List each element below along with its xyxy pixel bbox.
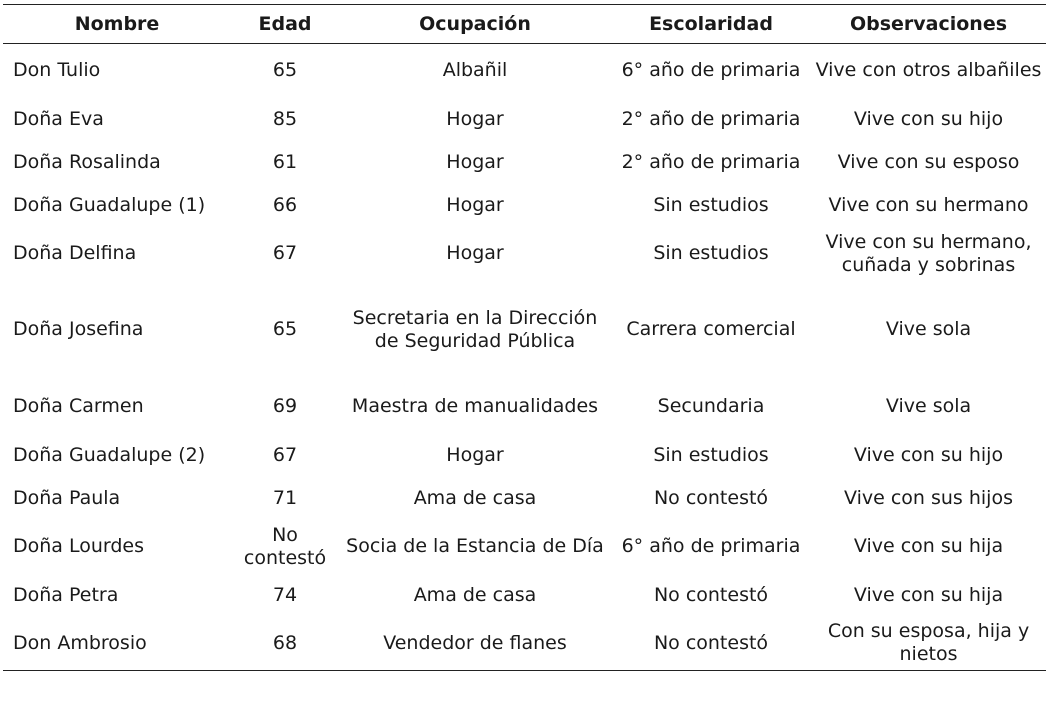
table-row — [3, 477, 1046, 520]
cell-schooling: Secundaria — [657, 395, 765, 417]
cell-occupation: Hogar — [446, 107, 504, 130]
cell-age: 71 — [272, 486, 298, 509]
cell-occupation: Ama de casa — [413, 486, 537, 509]
cell-notes: Vive con su hermano — [828, 193, 1029, 216]
cell-notes: Con su esposa, hija y nietos — [811, 617, 1046, 671]
cell-name: Doña Guadalupe (1) — [13, 193, 206, 216]
cell-schooling: No contestó — [611, 617, 811, 671]
table-row — [3, 435, 1046, 477]
cell-name: Doña Josefina — [13, 318, 144, 340]
cell-name: Doña Carmen — [13, 395, 144, 417]
cell-age: No contestó — [243, 523, 327, 569]
cell-age: 61 — [272, 150, 298, 173]
cell-schooling: Sin estudios — [653, 193, 769, 216]
cell-notes: Vive sola — [885, 318, 972, 340]
cell-name: Doña Delfina — [13, 242, 137, 264]
cell-notes: Vive con sus hijos — [844, 486, 1013, 509]
cell-name: Doña Paula — [13, 486, 121, 509]
table-row — [3, 44, 1046, 98]
cell-notes: Vive con su hija — [853, 535, 1004, 557]
column-header-schooling: Escolaridad — [611, 5, 811, 44]
participants-table-container — [3, 4, 1046, 671]
cell-age: 65 — [272, 318, 298, 340]
table-row — [3, 574, 1046, 617]
cell-schooling: 2° año de primaria — [621, 107, 801, 130]
cell-occupation: Hogar — [446, 444, 504, 466]
cell-notes: Vive con su hijo — [853, 444, 1004, 466]
cell-notes: Vive con su hijo — [853, 107, 1004, 130]
cell-occupation: Ama de casa — [413, 583, 537, 606]
cell-schooling: 2° año de primaria — [621, 150, 801, 173]
cell-occupation: Hogar — [446, 193, 504, 216]
table-row — [3, 520, 1046, 574]
cell-schooling: No contestó — [653, 486, 769, 509]
column-header-name: Nombre — [3, 5, 231, 44]
table-row — [3, 379, 1046, 435]
cell-name: Doña Petra — [13, 583, 119, 606]
column-header-occupation: Ocupación — [339, 5, 611, 44]
cell-age: 67 — [272, 444, 298, 466]
cell-schooling: Carrera comercial — [626, 318, 796, 340]
cell-age: 69 — [272, 395, 298, 417]
cell-schooling: No contestó — [653, 583, 769, 606]
cell-schooling: 6° año de primaria — [621, 59, 801, 82]
cell-occupation: Maestra de manualidades — [351, 395, 599, 417]
cell-occupation: Secretaria en la Dirección de Seguridad Pública — [352, 306, 598, 352]
table-header — [3, 5, 1046, 44]
cell-notes: Vive con otros albañiles — [815, 59, 1042, 82]
cell-schooling: Sin estudios — [653, 242, 769, 264]
table-row — [3, 184, 1046, 227]
table-row — [3, 617, 1046, 671]
cell-age: 65 — [272, 59, 298, 82]
cell-name: Don Tulio — [13, 59, 101, 82]
cell-age: 85 — [272, 107, 298, 130]
header-row — [3, 5, 1046, 44]
cell-notes: Vive con su esposo — [837, 150, 1020, 173]
cell-schooling: 6° año de primaria — [621, 535, 801, 557]
table-row — [3, 281, 1046, 379]
cell-name: Doña Guadalupe (2) — [13, 444, 206, 466]
cell-name: Doña Eva — [13, 107, 104, 130]
cell-occupation: Hogar — [446, 242, 504, 264]
cell-name: Doña Rosalinda — [13, 150, 161, 173]
cell-notes: Vive con su hija — [853, 583, 1004, 606]
table-row — [3, 227, 1046, 281]
cell-age: 67 — [272, 242, 298, 264]
cell-name: Doña Lourdes — [13, 535, 145, 557]
cell-notes: Vive sola — [885, 395, 972, 417]
cell-name: Don Ambrosio — [3, 617, 231, 671]
cell-notes: Vive con su hermano, cuñada y sobrinas — [825, 230, 1032, 276]
column-header-age: Edad — [231, 5, 339, 44]
cell-occupation: Albañil — [442, 59, 508, 82]
cell-age: 68 — [231, 617, 339, 671]
column-header-notes: Observaciones — [811, 5, 1046, 44]
cell-occupation: Hogar — [446, 150, 504, 173]
cell-occupation: Vendedor de flanes — [339, 617, 611, 671]
table-body — [3, 44, 1046, 671]
cell-occupation: Socia de la Estancia de Día — [346, 535, 604, 557]
table-row — [3, 141, 1046, 184]
cell-age: 74 — [272, 583, 298, 606]
cell-age: 66 — [272, 193, 298, 216]
participants-table — [3, 4, 1046, 671]
cell-schooling: Sin estudios — [653, 444, 769, 466]
table-row — [3, 98, 1046, 141]
